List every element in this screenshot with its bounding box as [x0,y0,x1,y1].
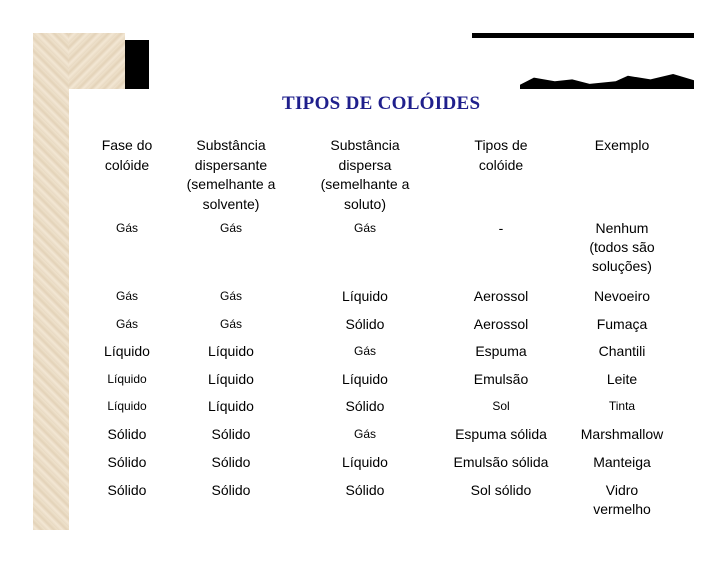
table-cell-line: Espuma [475,343,527,359]
table-cell-line: Gás [353,221,376,235]
table-cell-line: Nevoeiro [593,288,651,304]
table-cell-line: soluções) [592,258,652,274]
table-header-cell-line: Substância [330,137,400,153]
table-cell [171,370,291,389]
table-header-cell [567,136,677,156]
table-header-cell-line: Substância [196,137,266,153]
table-cell [305,287,425,306]
table-cell [171,287,291,306]
table-cell [431,219,571,238]
table-header-cell [171,136,291,214]
table-cell-line: Sólido [211,454,251,470]
left-texture-strip [33,33,69,530]
table-header-cell-line: solvente) [202,195,260,212]
table-cell [171,481,291,500]
table-cell [171,425,291,444]
table-cell-line: - [498,220,504,236]
table-cell-line: Líquido [342,454,388,470]
table-cell-line: Manteiga [593,454,651,470]
table-cell [305,425,425,444]
table-cell-line: (todos são [589,239,655,255]
table-header-cell-line: dispersa [338,156,392,173]
table-cell [82,315,172,334]
table-cell [82,219,172,238]
table-cell-line: Sólido [107,426,147,442]
table-cell-line: Líquido [107,399,147,413]
table-cell [567,481,677,519]
table-cell-line: Sólido [345,398,385,414]
table-cell-line: Gás [353,427,376,441]
table-cell [567,287,677,306]
table-cell [82,453,172,472]
decorative-black-line-top [472,33,694,38]
table-cell [431,370,571,389]
table-cell-line: Espuma sólida [455,426,547,442]
table-cell-line: Gás [219,221,242,235]
table-header-cell-line: Fase do [101,137,153,153]
table-cell-line: Gás [115,289,138,303]
table-cell-line: Sol [492,399,510,413]
table-cell [171,315,291,334]
table-header-cell [431,136,571,175]
table-cell [82,287,172,306]
table-cell [567,219,677,276]
table-cell-line: Fumaça [596,316,648,332]
table-cell [567,370,677,389]
table-cell [305,219,425,238]
table-cell [82,425,172,444]
table-header-cell-line: (semelhante a [320,176,410,192]
table-cell [431,481,571,500]
table-cell-line: Emulsão sólida [453,454,549,470]
table-cell [305,342,425,361]
table-header-cell-line: soluto) [343,195,387,212]
top-texture-patch [69,33,125,89]
table-cell-line: Sol sólido [470,482,532,498]
table-cell [305,453,425,472]
table-cell [431,342,571,361]
table-cell [171,342,291,361]
table-cell-line: Aerossol [473,288,529,304]
table-cell-line: Líquido [342,288,388,304]
table-cell [171,397,291,416]
table-cell-line: Aerossol [473,316,529,332]
table-cell-line: Chantili [598,343,646,359]
table-cell-line: Sólido [107,454,147,470]
slide-title: TIPOS DE COLÓIDES [282,93,481,114]
table-cell-line: Líquido [104,343,150,359]
table-cell-line: Gás [219,289,242,303]
table-cell [567,397,677,416]
table-header-cell-line: colóide [478,156,524,173]
table-cell-line: Sólido [345,316,385,332]
table-cell-line: Sólido [107,482,147,498]
table-cell [567,425,677,444]
table-cell-line: Gás [219,317,242,331]
table-cell [567,315,677,334]
table-cell-line: Gás [353,344,376,358]
table-cell-line: Marshmallow [580,426,664,442]
table-header-cell-line: dispersante [194,156,268,173]
table-header-cell-line: Tipos de [474,137,528,153]
table-cell [82,481,172,500]
table-cell-line: Líquido [107,372,147,386]
table-cell-line: Tinta [608,399,636,413]
table-cell-line: Líquido [208,343,254,359]
table-header-cell-line: (semelhante a [186,176,276,192]
table-header-cell [305,136,425,214]
table-header-cell-line: colóide [104,156,150,173]
table-cell [82,342,172,361]
table-cell [431,315,571,334]
table-cell-line: Sólido [345,482,385,498]
table-cell [305,370,425,389]
table-cell [431,425,571,444]
table-cell [431,397,571,416]
table-cell-line: Gás [115,317,138,331]
table-cell-line: Líquido [208,398,254,414]
table-header-cell-line: Exemplo [594,137,650,153]
table-cell [305,397,425,416]
table-cell [431,453,571,472]
table-cell [82,370,172,389]
table-cell [431,287,571,306]
table-cell-line: Líquido [208,371,254,387]
table-cell-line: Nenhum [595,220,649,236]
table-cell [567,342,677,361]
table-cell-line: Sólido [211,482,251,498]
table-cell [82,397,172,416]
table-cell-line: Leite [606,371,638,387]
table-cell [171,453,291,472]
table-cell-line: Sólido [211,426,251,442]
table-cell [567,453,677,472]
table-cell-line: Líquido [342,371,388,387]
table-cell-line: Vidro [605,482,639,498]
table-cell [305,315,425,334]
table-cell [171,219,291,238]
table-header-cell [82,136,172,175]
table-cell-line: Gás [115,221,138,235]
table-cell-line: Emulsão [473,371,529,387]
table-cell-line: vermelho [593,501,651,517]
table-cell [305,481,425,500]
